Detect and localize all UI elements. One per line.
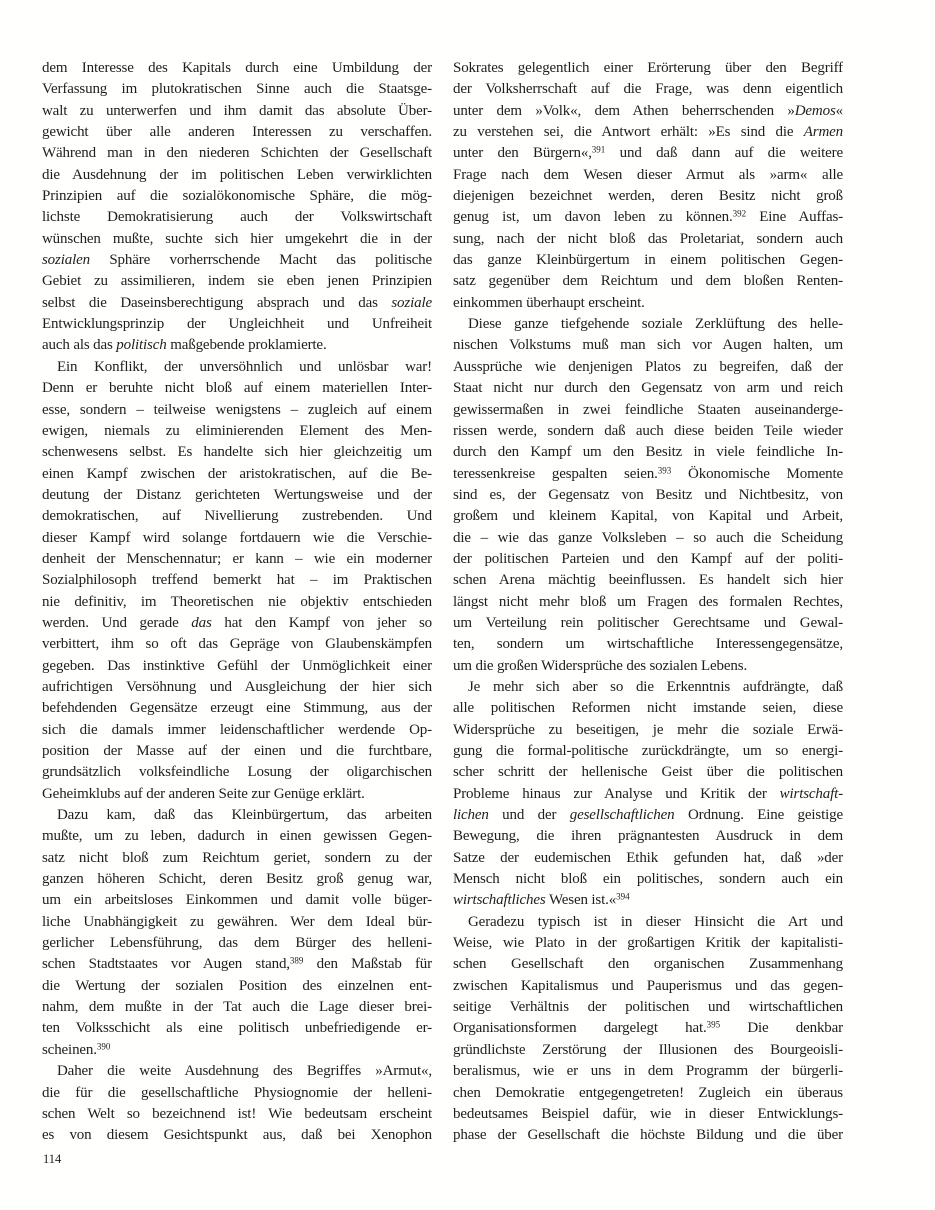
text-segment: um ein arbeitsloses Einkommen und damit volle büger-: [42, 892, 432, 909]
text-line: [453, 1018, 843, 1039]
text-line: [453, 335, 843, 356]
text-segment: die Wertung der sozialen Position des einzelnen ent-: [42, 977, 432, 994]
text-segment: nie definitiv, im Theoretischen nie objektiv entschieden: [42, 593, 432, 610]
text-line: [42, 335, 432, 356]
text-line: [453, 592, 843, 613]
text-segment: Satze der eudemischen Ethik gefunden hat, daß »der: [453, 849, 843, 866]
text-line: [453, 506, 843, 527]
text-segment: Eine Auffas-: [746, 209, 843, 226]
text-line: [453, 378, 843, 399]
text-segment: sich die damals immer leidenschaftlicher werdende Op-: [42, 721, 432, 738]
text-segment: ewigen, niemals zu eliminierenden Element des Men-: [42, 422, 432, 439]
text-line: [42, 954, 432, 975]
text-segment: beralismus, wie er uns in dem Programm der bürgerli-: [453, 1063, 843, 1080]
text-segment: Denn er beruhte nicht bloß auf einem materiellen Inter-: [42, 380, 432, 397]
text-segment: unter den Bürgern«,: [453, 145, 592, 162]
text-segment: bedeutsames Beispiel dafür, wie in dieser Entwicklungs-: [453, 1105, 843, 1122]
text-line: [42, 997, 432, 1018]
text-segment: gewicht über alle anderen Interessen zu verschaffen.: [42, 124, 432, 141]
text-line: [453, 1083, 843, 1104]
text-segment: gerlicher Lebensführung, das dem Bürger des helleni-: [42, 935, 432, 952]
text-segment: phase der Gesellschaft die höchste Bildung und die über: [453, 1127, 843, 1144]
text-line: [453, 762, 843, 783]
text-line: [453, 677, 843, 698]
text-line: [42, 613, 432, 634]
text-line: [453, 293, 843, 314]
text-segment: der Volksherrschaft auf die Frage, was denn eigentlich: [453, 81, 843, 98]
text-segment: genug ist, um davon leben zu können.: [453, 209, 733, 226]
italic-text: politisch: [116, 337, 167, 354]
text-segment: Ökonomische Momente: [671, 465, 843, 482]
text-line: [42, 720, 432, 741]
footnote-reference: 391: [591, 144, 606, 155]
text-line: [42, 1104, 432, 1125]
footnote-reference: 395: [706, 1019, 721, 1030]
text-line: [453, 101, 843, 122]
text-line: [453, 165, 843, 186]
text-line: [453, 464, 843, 485]
text-segment: ganzen höheren Schicht, deren Besitz groß genug war,: [42, 871, 432, 888]
text-segment: längst nicht mehr bloß um Fragen des formalen Rechtes,: [453, 593, 843, 610]
text-line: [42, 912, 432, 933]
text-segment: Probleme hinaus zur Analyse und Kritik der: [453, 785, 780, 802]
text-line: [453, 1104, 843, 1125]
text-segment: einkommen überhaupt erscheint.: [453, 294, 645, 311]
text-segment: schen Welt so bezeichnend ist! Wie bedeutsam erscheint: [42, 1105, 432, 1122]
text-segment: den Maßstab für: [303, 956, 432, 973]
text-line: [453, 207, 843, 228]
text-line: [42, 442, 432, 463]
italic-text: gesellschaftlichen: [569, 807, 675, 824]
text-segment: dieser Kampf wird solange fortdauern wie die Verschie-: [42, 529, 432, 546]
text-segment: esse, sondern – teilweise wenigstens – zugleich auf einem: [42, 401, 432, 418]
text-segment: Die denkbar: [720, 1020, 843, 1037]
footnote-reference: 394: [616, 891, 630, 902]
text-line: [42, 464, 432, 485]
text-line: [42, 762, 432, 783]
text-line: [42, 570, 432, 591]
text-segment: Frage nach dem Wesen dieser Armut als »arm« alle: [453, 166, 843, 183]
text-segment: gewissermaßen in zwei feindliche Staaten auseinanderge-: [453, 401, 843, 418]
text-segment: Ordnung. Eine geistige: [674, 807, 843, 824]
text-segment: großem und kleinem Kapital, von Kapital und Arbeit,: [453, 508, 843, 525]
text-segment: Gebiet zu assimilieren, indem sie eben jenen Prinzipien: [42, 273, 432, 290]
footnote-reference: 390: [96, 1041, 111, 1052]
text-line: [453, 314, 843, 335]
text-segment: satz nicht bloß zum Reichtum geriet, sondern zu der: [42, 849, 432, 866]
text-line: [453, 122, 843, 143]
text-segment: hat den Kampf von jeher so: [211, 614, 432, 631]
text-line: [42, 314, 432, 335]
text-segment: das ganze Kleinbürgertum in einem politischen Gegen-: [453, 252, 843, 269]
italic-text: sozialen: [42, 252, 90, 269]
text-line: [42, 1125, 432, 1146]
text-line: [42, 271, 432, 292]
text-line: [42, 784, 432, 805]
text-segment: denheit der Menschennatur; er kann – wie ein moderner: [42, 550, 432, 567]
text-segment: auch als das: [42, 337, 117, 354]
text-segment: schen Stadtstaates vor Augen stand,: [42, 956, 290, 973]
text-line: [453, 698, 843, 719]
text-segment: diejenigen bezeichnet werden, deren Besitz nicht groß: [453, 188, 843, 205]
text-line: [42, 400, 432, 421]
text-segment: die für die gesellschaftliche Physiognomie der helleni-: [42, 1084, 432, 1101]
text-line: [453, 357, 843, 378]
text-line: [453, 976, 843, 997]
italic-text: wirtschaftliches: [453, 892, 546, 909]
text-line: [453, 1061, 843, 1082]
text-segment: wünschen mußte, suchte sich hier umgekehrt die in der: [42, 230, 432, 247]
text-line: [42, 826, 432, 847]
text-line: [453, 656, 843, 677]
text-segment: Staat nicht nur durch den Gegensatz von arm und reich: [453, 380, 843, 397]
text-line: [453, 741, 843, 762]
text-line: [42, 378, 432, 399]
text-line: [42, 485, 432, 506]
text-line: [42, 656, 432, 677]
text-line: [453, 634, 843, 655]
text-segment: satz gegenüber dem Reichtum und dem bloßen Renten-: [453, 273, 843, 290]
text-segment: befehdenden Gegensätze erzeugt eine Stimmung, aus der: [42, 700, 432, 717]
text-line: [453, 528, 843, 549]
text-segment: maßgebende proklamierte.: [166, 337, 327, 354]
text-segment: sind es, der Gegensatz von Besitz und Nichtbesitz, von: [453, 486, 843, 503]
text-segment: Widersprüche zu beseitigen, je mehr die soziale Erwä-: [453, 721, 843, 738]
text-line: [453, 869, 843, 890]
text-segment: schen Gesellschaft den organischen Zusammenhang: [453, 956, 843, 973]
text-line: [42, 186, 432, 207]
text-line: [453, 570, 843, 591]
text-line: [453, 400, 843, 421]
text-segment: gründlichste Zerstörung der Illusionen des Bourgeoisli-: [453, 1041, 843, 1058]
text-segment: Aussprüche wie denjenigen Platos zu begreifen, daß der: [453, 358, 843, 375]
text-line: [42, 79, 432, 100]
text-line: [453, 442, 843, 463]
text-line: [42, 698, 432, 719]
text-line: [453, 848, 843, 869]
text-segment: Weise, wie Plato in der großartigen Kritik der kapitalisti-: [453, 935, 843, 952]
text-segment: die Ausdehnung der im politischen Leben verwirklichten: [42, 166, 432, 183]
text-line: [42, 229, 432, 250]
text-segment: Organisationsformen dargelegt hat.: [453, 1020, 707, 1037]
text-segment: chen Demokratie entgegengetreten! Zugleich ein überaus: [453, 1084, 843, 1101]
text-line: [453, 613, 843, 634]
text-segment: Geheimklubs auf der anderen Seite zur Genüge erklärt.: [42, 785, 365, 802]
text-segment: durch den Kampf um den Besitz in viele feindliche In-: [453, 444, 843, 461]
text-line: [453, 784, 843, 805]
text-line: [453, 250, 843, 271]
text-segment: es von diesem Gesichtspunkt aus, daß bei Xenophon: [42, 1127, 432, 1144]
text-segment: schenwesens selbst. Es handelte sich hier gleichzeitig um: [42, 444, 432, 461]
text-segment: scher schritt der hellenische Geist über die politischen: [453, 764, 843, 781]
footnote-reference: 392: [732, 208, 747, 219]
text-line: [42, 1083, 432, 1104]
text-segment: der politischen Parteien und den Kampf auf der politi-: [453, 550, 843, 567]
text-segment: liche Unabhängigkeit zu gewähren. Wer dem Ideal bür-: [42, 913, 432, 930]
text-segment: lichste Demokratisierung auch der Volkswirtschaft: [42, 209, 432, 226]
text-line: [453, 912, 843, 933]
text-segment: grundsätzlich volksfeindliche Losung der oligarchischen: [42, 764, 432, 781]
text-segment: selbst die Daseinsberechtigung absprach und das: [42, 294, 392, 311]
text-segment: und daß dann auf die weitere: [605, 145, 843, 162]
text-segment: einen Kampf zwischen der aristokratischen, auf die Be-: [42, 465, 432, 482]
text-segment: Geradezu typisch ist in dieser Hinsicht die Art und: [468, 913, 843, 930]
text-line: [42, 1061, 432, 1082]
text-line: [42, 122, 432, 143]
text-segment: Sozialphilosoph treffend bemerkt hat – im Praktischen: [42, 572, 432, 589]
text-segment: zu verstehen sei, die Antwort erhält: »Es sind die: [453, 124, 804, 141]
text-line: [453, 826, 843, 847]
text-line: [453, 890, 843, 911]
italic-text: Armen: [803, 124, 843, 141]
text-line: [42, 1018, 432, 1039]
two-column-text-block: [42, 58, 843, 1147]
text-segment: sung, nach der nicht bloß das Proletariat, sondern auch: [453, 230, 843, 247]
footnote-reference: 389: [289, 955, 304, 966]
text-segment: die – wie das ganze Volksleben – so auch die Scheidung: [453, 529, 843, 546]
text-line: [453, 186, 843, 207]
italic-text: soziale: [391, 294, 432, 311]
text-segment: Während man in den niederen Schichten der Gesellschaft: [42, 145, 432, 162]
text-segment: dem Interesse des Kapitals durch eine Umbildung der: [42, 60, 432, 76]
text-segment: walt zu unterwerfen und ihm damit das absolute Über-: [42, 102, 432, 119]
text-line: [42, 677, 432, 698]
text-segment: Verfassung im plutokratischen Sinne auch die Staatsge-: [42, 81, 432, 98]
text-line: [453, 271, 843, 292]
text-line: [42, 101, 432, 122]
text-line: [42, 207, 432, 228]
text-segment: Sokrates gelegentlich einer Erörterung über den Begriff: [453, 60, 843, 76]
text-line: [42, 143, 432, 164]
text-segment: scheinen.: [42, 1041, 97, 1058]
text-segment: unter dem »Volk«, dem Athen beherrschenden »: [453, 102, 795, 119]
text-line: [42, 869, 432, 890]
text-line: [42, 741, 432, 762]
text-segment: ten, sondern um wirtschaftliche Interessengegensätze,: [453, 636, 843, 653]
text-segment: Prinzipien auf die sozialökonomische Sphäre, die mög-: [42, 188, 432, 205]
text-line: [42, 1040, 432, 1061]
text-line: [42, 250, 432, 271]
right-column: [453, 58, 843, 1147]
text-line: [453, 143, 843, 164]
left-column: [42, 58, 432, 1147]
text-line: [453, 933, 843, 954]
text-segment: rissen werde, sondern daß auch diese beiden Teile wieder: [453, 422, 843, 439]
text-segment: zwischen Kapitalismus und Pauperismus und das gegen-: [453, 977, 843, 994]
page-number: 114: [43, 1152, 62, 1166]
italic-text: wirtschaft-: [779, 785, 843, 802]
text-segment: um die großen Widersprüche des sozialen Lebens.: [453, 657, 748, 674]
text-segment: mußte, um zu leben, dadurch in einen gewissen Gegen-: [42, 828, 432, 845]
text-line: [42, 592, 432, 613]
text-segment: Entwicklungsprinzip der Ungleichheit und Unfreiheit: [42, 316, 432, 333]
text-segment: Diese ganze tiefgehende soziale Zerklüftung des helle-: [468, 316, 843, 333]
text-segment: ten Volksschicht als eine politisch unbefriedigende er-: [42, 1020, 432, 1037]
text-segment: alle politischen Reformen nicht imstande seien, diese: [453, 700, 843, 717]
text-segment: Bewegung, die ihren prägnantesten Ausdruck in dem: [453, 828, 843, 845]
text-segment: position der Masse auf der einen und die furchtbare,: [42, 743, 432, 759]
text-line: [42, 634, 432, 655]
text-line: [42, 528, 432, 549]
text-line: [42, 421, 432, 442]
text-segment: Ein Konflikt, der unversöhnlich und unlösbar war!: [57, 358, 432, 375]
text-line: [453, 58, 843, 79]
text-segment: schen Arena mächtig beeinflussen. Es handelt sich hier: [453, 572, 843, 589]
text-segment: nahm, dem mußte in der Tat auch die Lage dieser brei-: [42, 999, 432, 1016]
text-line: [42, 357, 432, 378]
text-line: [453, 805, 843, 826]
text-line: [42, 506, 432, 527]
text-line: [453, 1125, 843, 1146]
text-line: [42, 549, 432, 570]
text-line: [42, 976, 432, 997]
italic-text: das: [191, 614, 212, 631]
italic-text: Demos: [794, 102, 836, 119]
text-segment: «: [835, 102, 843, 119]
text-segment: werden. Und gerade: [42, 614, 192, 631]
text-segment: Sphäre vorherrschende Macht das politische: [89, 252, 432, 269]
text-segment: Dazu kam, daß das Kleinbürgertum, das arbeiten: [57, 807, 432, 824]
text-line: [453, 997, 843, 1018]
text-line: [453, 720, 843, 741]
text-line: [453, 229, 843, 250]
text-segment: Wesen ist.«: [545, 892, 617, 909]
text-segment: und der: [488, 807, 570, 824]
text-line: [453, 485, 843, 506]
text-segment: gung die formal-politische zurückdrängte, um so energi-: [453, 743, 843, 759]
text-line: [42, 805, 432, 826]
text-line: [453, 421, 843, 442]
footnote-reference: 393: [657, 465, 672, 476]
text-line: [453, 79, 843, 100]
text-segment: deutung der Distanz gerichteten Wertungsweise und der: [42, 486, 432, 503]
text-segment: demokratischen, auf Nivellierung zustrebenden. Und: [42, 508, 432, 525]
text-segment: nischen Volkstums muß man sich vor Augen halten, um: [453, 337, 843, 354]
text-segment: Je mehr sich aber so die Erkenntnis aufdrängte, daß: [468, 678, 843, 695]
text-line: [42, 848, 432, 869]
text-line: [42, 165, 432, 186]
text-segment: Mensch nicht bloß ein politisches, sondern auch ein: [453, 871, 843, 888]
text-segment: Daher die weite Ausdehnung des Begriffes »Armut«,: [57, 1063, 432, 1080]
text-line: [42, 293, 432, 314]
text-segment: gegeben. Das instinktive Gefühl der Unmöglichkeit einer: [42, 657, 432, 674]
italic-text: lichen: [453, 807, 489, 824]
text-segment: seitige Verhältnis der politischen und wirtschaftlichen: [453, 999, 843, 1016]
text-line: [42, 890, 432, 911]
text-segment: aufrichtigen Versöhnung und Ausgleichung der hier sich: [42, 678, 432, 695]
text-segment: verbittert, ihm so oft das Gepräge von Glaubenskämpfen: [42, 636, 432, 653]
text-line: [42, 933, 432, 954]
text-line: [453, 549, 843, 570]
text-segment: um Verteilung rein politischer Gerechtsame und Gewal-: [453, 614, 843, 631]
text-line: [42, 58, 432, 79]
text-line: [453, 954, 843, 975]
text-segment: teressenkreise gespalten seien.: [453, 465, 658, 482]
text-line: [453, 1040, 843, 1061]
